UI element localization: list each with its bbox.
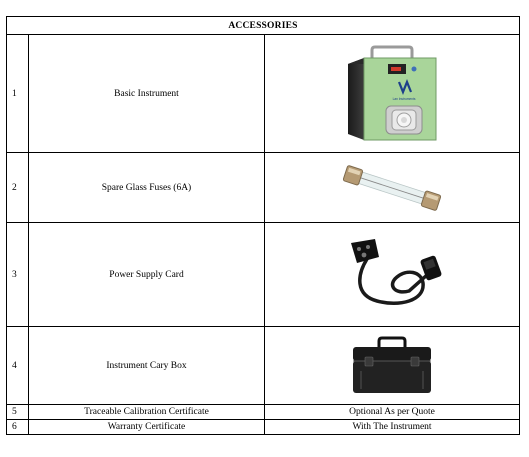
power-cord-image [337,235,447,315]
table-row [7,223,520,327]
item-image-cell [265,153,520,223]
row-number: 2 [7,153,29,223]
glass-fuse-image [337,160,447,216]
item-image-cell [265,35,520,153]
item-note: With The Instrument [265,420,520,435]
row-number: 3 [7,223,29,327]
table-row [7,420,520,435]
table-row [7,153,520,223]
item-name: Basic Instrument [29,35,265,153]
item-name: Warranty Certificate [29,420,265,435]
basic-instrument-image [342,44,442,144]
item-note: Optional As per Quote [265,405,520,420]
item-image-cell [265,223,520,327]
carry-box-image [347,335,437,397]
row-number: 1 [7,35,29,153]
table-row [7,405,520,420]
row-number: 6 [7,420,29,435]
accessories-table [6,16,520,435]
table-header-row [7,17,520,35]
table-title: ACCESSORIES [7,17,520,35]
table-row [7,327,520,405]
row-number: 5 [7,405,29,420]
item-name: Instrument Cary Box [29,327,265,405]
brand-logo-text: Lan Instruments [392,96,416,101]
table-row [7,35,520,153]
item-name: Traceable Calibration Certificate [29,405,265,420]
row-number: 4 [7,327,29,405]
item-name: Spare Glass Fuses (6A) [29,153,265,223]
item-image-cell [265,327,520,405]
item-name: Power Supply Card [29,223,265,327]
